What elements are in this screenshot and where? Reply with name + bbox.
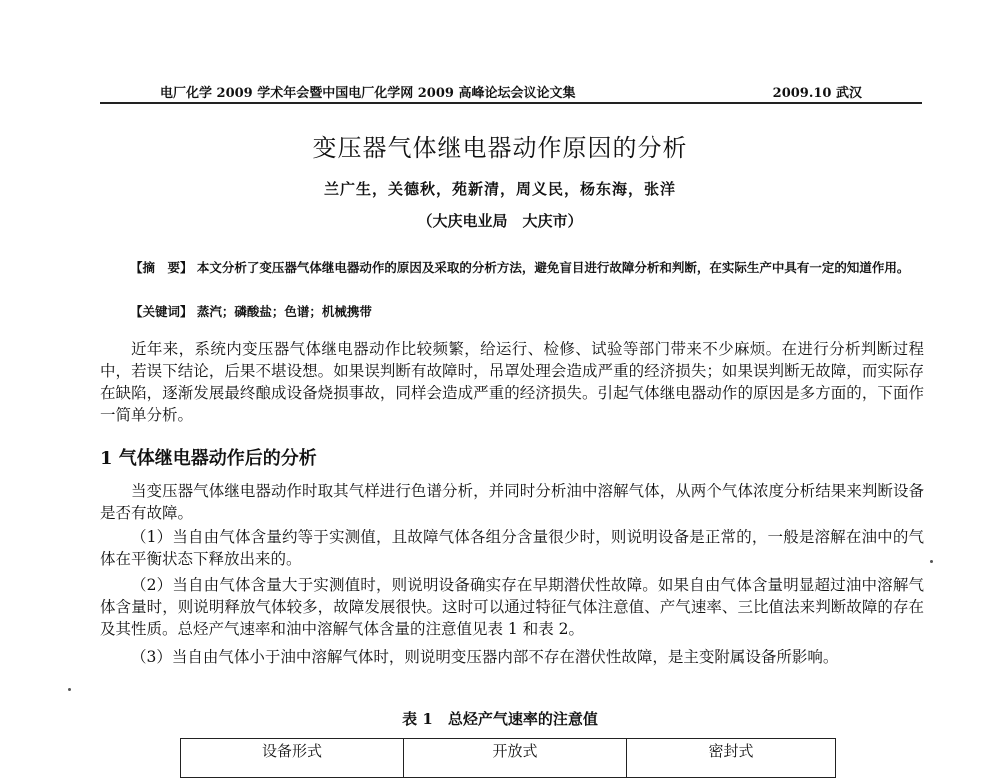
table-header-row [181,739,836,778]
table-header-cell: 开放式 [404,739,627,778]
affiliation: （大庆电业局 大庆市） [417,212,583,230]
paper-title: 变压器气体继电器动作原因的分析 [312,134,688,162]
table-header-cell: 密封式 [627,739,836,778]
table-caption: 表 1 总烃产气速率的注意值 [402,710,598,728]
scan-speck [930,560,933,563]
item-1-paragraph: （1）当自由气体含量约等于实测值，且故障气体各组分含量很少时，则说明设备是正常的，一般是溶解在油中的气体在平衡状态下释放出来的。 [100,528,924,568]
intro-paragraph: 近年来，系统内变压器气体继电器动作比较频繁，给运行、检修、试验等部门带来不少麻烦。在进行分析判断过程中，若误下结论，后果不堪设想。如果误判断有故障时，吊罩处理会造成严重的经济损失；如果误判断无故障，而实际存在缺陷，逐渐发展最终酿成设备烧损事故，同样会造成严重的经济损失。引起气体继电器动作的原因是多方面的，下面作一简单分析。 [100,340,924,424]
authors: 兰广生，关德秋，苑新清，周义民，杨东海，张洋 [323,180,676,198]
abstract: 【摘 要】 本文分析了变压器气体继电器动作的原因及采取的分析方法，避免盲目进行故障分析和判断，在实际生产中具有一定的知道作用。 [130,260,910,275]
running-header [100,80,922,104]
header-right: 2009.10 武汉 [772,86,862,101]
item-2-paragraph: （2）当自由气体含量大于实测值时，则说明设备确实存在早期潜伏性故障。如果自由气体含量明显超过油中溶解气体含量时，则说明释放气体较多，故障发展很快。这时可以通过特征气体注意值、产气速率、三比值法来判断故障的存在及其性质。总烃产气速率和油中溶解气体含量的注意值见表 1 和表 2。 [100,576,924,638]
header-left: 电厂化学 2009 学术年会暨中国电厂化学网 2009 高峰论坛会议论文集 [160,86,576,101]
item-3-paragraph: （3）当自由气体小于油中溶解气体时，则说明变压器内部不存在潜伏性故障，是主变附属设备所影响。 [131,648,839,666]
table-1 [180,738,836,778]
scan-speck [68,688,71,691]
keywords: 【关键词】 蒸汽；磷酸盐；色谱；机械携带 [130,304,372,319]
table-header-cell: 设备形式 [181,739,404,778]
section-lead-paragraph: 当变压器气体继电器动作时取其气样进行色谱分析，并同时分析油中溶解气体，从两个气体浓度分析结果来判断设备是否有故障。 [100,482,924,522]
section-heading: 1 气体继电器动作后的分析 [100,448,317,469]
